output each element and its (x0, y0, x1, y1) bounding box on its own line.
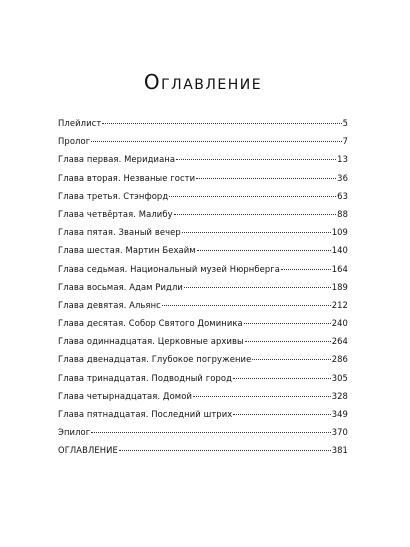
dot-leader (174, 214, 336, 215)
toc-entry-label: Плейлист (58, 118, 102, 128)
toc-entry-page-number: 164 (331, 263, 348, 274)
toc-entry[interactable] (58, 191, 348, 209)
toc-entry-page-number: 328 (331, 390, 348, 401)
dot-leader (102, 123, 341, 124)
dot-leader (176, 159, 336, 160)
dot-leader (184, 287, 331, 288)
toc-entry[interactable] (58, 136, 348, 154)
toc-entry-page-number: 349 (331, 409, 348, 419)
toc-entry-label: Глава пятнадцатая. Последний штрих (58, 409, 233, 419)
toc-entry[interactable] (58, 173, 348, 191)
toc-entry-label: ОГЛАВЛЕНИЕ (58, 445, 118, 456)
dot-leader (162, 305, 331, 306)
toc-entry-page-number: 381 (331, 445, 348, 456)
toc-entry[interactable] (58, 209, 348, 227)
toc-entry-page-number: 109 (331, 227, 348, 238)
toc-entry[interactable] (58, 427, 348, 445)
toc-entry-label: Глава вторая. Незваные гости (58, 172, 196, 183)
toc-entry[interactable] (58, 373, 348, 391)
toc-entry-label: Глава седьмая. Национальный музей Нюрнберга (58, 263, 280, 274)
toc-entry-page-number: 370 (331, 427, 348, 438)
toc-entry-page-number: 13 (337, 154, 348, 165)
dot-leader (245, 341, 331, 342)
toc-entry[interactable] (58, 409, 348, 427)
dot-leader (91, 432, 330, 433)
toc-entry-label: Глава шестая. Мартин Бехайм (58, 245, 196, 256)
dot-leader (182, 232, 331, 233)
toc-entry[interactable] (58, 227, 348, 245)
toc-entry[interactable] (58, 300, 348, 318)
toc-entry[interactable] (58, 154, 348, 172)
page-title: Оглавление (143, 70, 263, 94)
toc-entry-label: Глава одиннадцатая. Церковные архивы (58, 336, 244, 347)
toc-entry-label: Глава четырнадцатая. Домой (58, 390, 192, 401)
toc-entry-page-number: 36 (337, 172, 348, 183)
dot-leader (233, 378, 331, 379)
toc-entry-page-number: 305 (331, 372, 348, 383)
toc-entry-label: Глава девятая. Альянс (58, 299, 161, 310)
dot-leader (281, 269, 331, 270)
toc-entry-page-number: 63 (337, 190, 348, 201)
toc-entry[interactable] (58, 118, 348, 136)
dot-leader (196, 178, 336, 179)
dot-leader (169, 196, 336, 197)
toc-entry-page-number: 212 (331, 299, 348, 310)
toc-entry[interactable] (58, 282, 348, 300)
toc-entry-label: Глава четвёртая. Малибу (58, 208, 173, 219)
toc-entry[interactable] (58, 354, 348, 372)
dot-leader (91, 141, 341, 142)
toc-entry-label: Глава десятая. Собор Святого Доминика (58, 318, 243, 329)
toc-entry[interactable] (58, 391, 348, 409)
toc-entry[interactable] (58, 336, 348, 354)
toc-entry-page-number: 240 (331, 318, 348, 329)
toc-entry-label: Глава пятая. Званый вечер (58, 227, 181, 238)
toc-entry-page-number: 140 (331, 245, 348, 256)
toc-entry-page-number: 7 (342, 136, 348, 147)
toc-entry-label: Эпилог (58, 427, 91, 438)
toc-entry-page-number: 264 (331, 336, 348, 347)
toc-entry[interactable] (58, 245, 348, 263)
toc-entry-label: Глава тринадцатая. Подводный город (58, 372, 232, 383)
dot-leader (233, 414, 330, 415)
dot-leader (244, 323, 331, 324)
toc-entry-page-number: 88 (337, 208, 348, 219)
toc-entry-label: Глава восьмая. Адам Ридли (58, 281, 183, 292)
toc-entry[interactable] (58, 264, 348, 282)
toc-entry-page-number: 189 (331, 281, 348, 292)
dot-leader (197, 250, 331, 251)
dot-leader (119, 450, 331, 451)
dot-leader (193, 396, 331, 397)
toc-list (58, 118, 348, 464)
toc-entry-label: Глава третья. Стэнфорд (58, 190, 169, 201)
toc-entry-label: Пролог (58, 136, 91, 147)
dot-leader (252, 359, 330, 360)
toc-entry-label: Глава первая. Меридиана (58, 154, 176, 165)
toc-entry[interactable] (58, 318, 348, 336)
toc-entry[interactable] (58, 445, 348, 463)
toc-entry-label: Глава двенадцатая. Глубокое погружение (58, 354, 252, 365)
toc-entry-page-number: 286 (331, 354, 348, 365)
toc-entry-page-number: 5 (342, 118, 348, 128)
